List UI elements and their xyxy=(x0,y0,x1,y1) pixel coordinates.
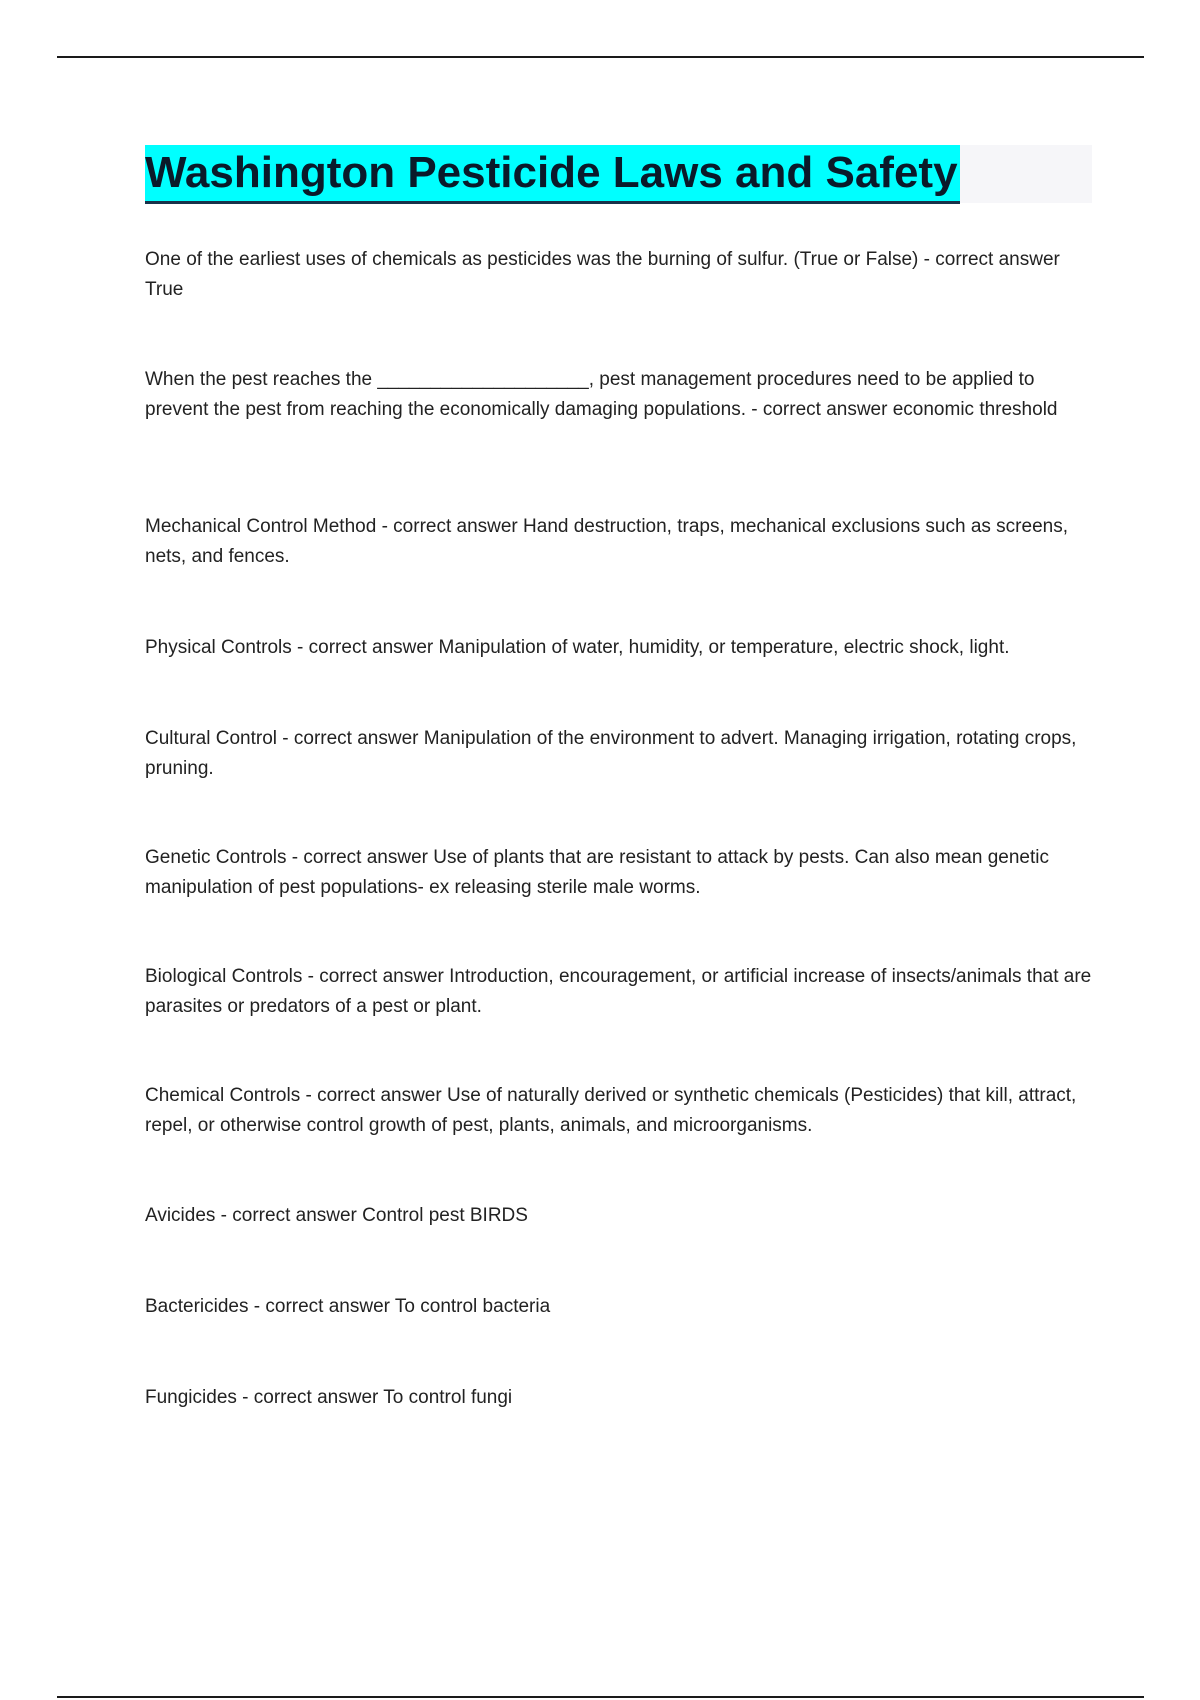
page-content xyxy=(145,145,1092,1408)
top-rule xyxy=(57,56,1144,58)
qa-item: Fungicides - correct answer To control fungi xyxy=(145,1387,513,1408)
qa-item: Chemical Controls - correct answer Use of naturally derived or synthetic chemicals (Pesticides) that kill, attract, repel, or otherwise control growth of pest, plants, animals, and microorganisms. xyxy=(145,1085,1077,1136)
qa-item: Mechanical Control Method - correct answer Hand destruction, traps, mechanical exclusions such as screens, nets, and fences. xyxy=(145,516,1068,567)
qa-item: Genetic Controls - correct answer Use of plants that are resistant to attack by pests. Can also mean genetic manipulation of pest populations- ex releasing sterile male worms. xyxy=(145,847,1049,898)
qa-item: Biological Controls - correct answer Introduction, encouragement, or artificial increase of insects/animals that are parasites or predators of a pest or plant. xyxy=(145,966,1092,1017)
qa-item: Physical Controls - correct answer Manipulation of water, humidity, or temperature, electric shock, light. xyxy=(145,637,1010,658)
qa-item: Bactericides - correct answer To control bacteria xyxy=(145,1296,551,1317)
qa-item: Cultural Control - correct answer Manipulation of the environment to advert. Managing irrigation, rotating crops, pruning. xyxy=(145,728,1077,779)
qa-item: One of the earliest uses of chemicals as pesticides was the burning of sulfur. (True or False) - correct answer True xyxy=(145,249,1060,300)
qa-item: When the pest reaches the ____________________, pest management procedures need to be applied to prevent the pest from reaching the economically damaging populations. - correct answer economic threshold xyxy=(145,369,1058,420)
document-title: Washington Pesticide Laws and Safety xyxy=(145,145,960,204)
title-block xyxy=(145,145,1092,203)
bottom-rule xyxy=(57,1696,1144,1698)
qa-item: Avicides - correct answer Control pest BIRDS xyxy=(145,1205,528,1226)
